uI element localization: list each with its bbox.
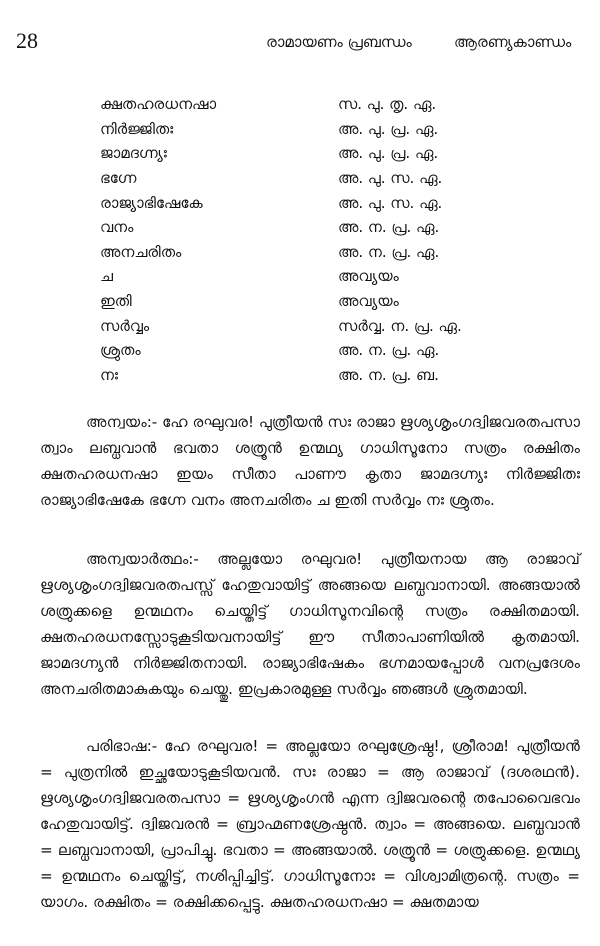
grammar-parse: അവ്യയം	[338, 292, 399, 311]
paribhasha-label: പരിഭാഷ:-	[86, 737, 158, 755]
grammar-parse: അ. ന. പ്ര. ഏ.	[338, 242, 440, 261]
grammar-word: രാജ്യാഭിഷേകേ	[100, 193, 203, 212]
grammar-parse: അ. പു. സ. ഏ.	[338, 193, 443, 212]
paribhasha-paragraph	[40, 733, 580, 915]
grammar-parse: അ. പു. സ. ഏ.	[338, 169, 443, 188]
grammar-word: ജാമദഗ്ന്യഃ	[100, 144, 167, 163]
grammar-table	[100, 92, 500, 387]
grammar-parse: അ. പു. പ്ര. ഏ.	[338, 144, 439, 163]
grammar-row	[100, 166, 500, 191]
grammar-parse: സർവ്വ. ന. പ്ര. ഏ.	[338, 316, 462, 335]
grammar-word: വനം	[100, 218, 134, 237]
book-title: രാമായണം പ്രബന്ധം	[266, 33, 412, 51]
grammar-word: ഇതി	[100, 292, 132, 311]
grammar-word: ശ്രുതം	[100, 341, 141, 360]
grammar-row	[100, 92, 500, 117]
grammar-row	[100, 338, 500, 363]
grammar-row	[100, 240, 500, 265]
anvayam-paragraph	[40, 409, 580, 513]
page-number: 28	[16, 28, 38, 53]
grammar-row	[100, 215, 500, 240]
grammar-row	[100, 363, 500, 388]
grammar-word: ക്ഷതഹരധനഷാ	[100, 95, 217, 114]
grammar-word: ഭഗ്നേ	[100, 169, 137, 188]
grammar-word: സർവ്വം	[100, 316, 150, 335]
grammar-word: അനചരിതം	[100, 242, 182, 261]
grammar-parse: അ. ന. പ്ര. ബ.	[338, 365, 439, 384]
grammar-row	[100, 289, 500, 314]
grammar-row	[100, 264, 500, 289]
anvayam-text: ഹേ രഘുവര! പുത്രീയൻ സഃ രാജാ ഋശ്യശൃംഗദ്വിജവരതപസാ ത്വാം ലബ്ധവാൻ ഭവതാ ശത്രൂൻ ഉന്മഥ്യ ഗാധിസൂനോ സത്രം രക്ഷിതം ക്ഷതഹരധനഷാ ഇയം സീതാ പാണൗ കൃതാ ജാമദഗ്ന്യഃ നിർജ്ജിതഃ രാജ്യാഭിഷേകേ ഭഗ്നേ വനം അനചരിതം ച ഇതി സർവ്വം നഃ ശ്രുതം.	[40, 413, 581, 509]
grammar-parse: അ. പു. പ്ര. ഏ.	[338, 119, 439, 138]
section-title: ആരണ്യകാണ്ഡം	[454, 33, 572, 51]
paribhasha-text: ഹേ രഘുവര! = അല്ലയോ രഘുശ്രേഷ്ഠ!, ശ്രീരാമ! പുത്രീയൻ = പുത്രനിൽ ഇച്ഛയോടുകൂടിയവൻ. സഃ രാജാ = ആ രാജാവ് (ദശരഥൻ). ഋശ്യശൃംഗദ്വിജവരതപസാ = ഋശ്യശൃംഗൻ എന്ന ദ്വിജവരന്റെ തപോവൈഭവം ഹേതുവായിട്ട്. ദ്വിജവരൻ = ബ്രാഹ്മണശ്രേഷ്ഠൻ. ത്വാം = അങ്ങയെ. ലബ്ധവാൻ = ലബ്ധവാനായി, പ്രാപിച്ചു. ഭവതാ = അങ്ങയാൽ. ശത്രൂൻ = ശത്രുക്കളെ. ഉന്മഥ്യ = ഉന്മഥനം ചെയ്തിട്ട്, നശിപ്പിച്ചിട്ട്. ഗാധിസൂനോഃ = വിശ്വാമിത്രന്റെ. സത്രം = യാഗം. രക്ഷിതം = രക്ഷിക്കപ്പെട്ടു. ക്ഷതഹരധനഷാ = ക്ഷതമായ	[40, 737, 581, 911]
grammar-row	[100, 190, 500, 215]
anvayam-label: അന്വയം:-	[86, 413, 158, 431]
grammar-word: നിർജ്ജിതഃ	[100, 119, 174, 138]
grammar-row	[100, 141, 500, 166]
grammar-word: ച	[100, 267, 113, 286]
grammar-parse: അ. ന. പ്ര. ഏ.	[338, 218, 440, 237]
grammar-parse: അ. ന. പ്ര. ഏ.	[338, 341, 440, 360]
anvayartham-text: അല്ലയോ രഘുവര! പുത്രീയനായ ആ രാജാവ് ഋശ്യശൃംഗദ്വിജവരതപസ്സ് ഹേതുവായിട്ട് അങ്ങയെ ലബ്ധവാനായി. അങ്ങയാൽ ശത്രുക്കളെ ഉന്മഥനം ചെയ്തിട്ട് ഗാധിസൂനവിന്റെ സത്രം രക്ഷിതമായി. ക്ഷതഹരധനസ്സോടുകൂടിയവനായിട്ട് ഈ സീതാപാണിയിൽ കൃതമായി. ജാമദഗ്ന്യൻ നിർജ്ജിതനായി. രാജ്യാഭിഷേകം ഭഗ്നമായപ്പോൾ വനപ്രദേശം അനചരിതമാകുകയും ചെയ്തു. ഇപ്രകാരമുള്ള സർവ്വം ഞങ്ങൾ ശ്രുതമായി.	[40, 550, 581, 698]
grammar-parse: സ. പു. തൃ. ഏ.	[338, 95, 437, 114]
grammar-parse: അവ്യയം	[338, 267, 399, 286]
grammar-word: നഃ	[100, 365, 119, 384]
anvayartham-label: അന്വയാർത്ഥം:-	[86, 550, 199, 568]
grammar-row	[100, 117, 500, 142]
grammar-row	[100, 313, 500, 338]
anvayartham-paragraph	[40, 546, 580, 702]
